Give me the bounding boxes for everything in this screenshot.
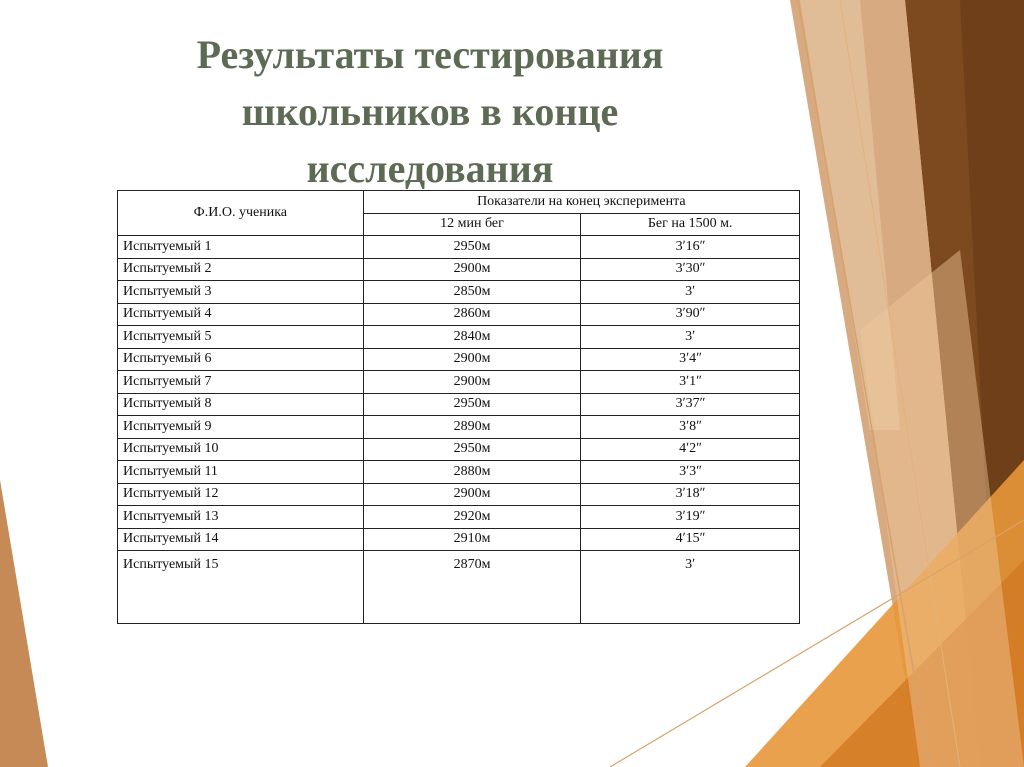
- cell-name: Испытуемый 12: [118, 483, 364, 506]
- cell-run-12min: 2950м: [363, 393, 581, 416]
- cell-name: Испытуемый 1: [118, 236, 364, 259]
- table-body: [118, 236, 800, 624]
- cell-run-1500m: 3ʹ1ʺ: [581, 371, 800, 394]
- cell-name: Испытуемый 8: [118, 393, 364, 416]
- table-row: [118, 551, 800, 624]
- cell-run-12min: 2860м: [363, 303, 581, 326]
- cell-run-12min: 2900м: [363, 371, 581, 394]
- cell-run-1500m: 3ʹ19ʺ: [581, 506, 800, 529]
- header-run-12min: 12 мин бег: [363, 213, 581, 236]
- cell-run-12min: 2850м: [363, 281, 581, 304]
- table-row: [118, 506, 800, 529]
- cell-run-12min: 2870м: [363, 551, 581, 624]
- cell-run-1500m: 3ʹ: [581, 551, 800, 624]
- cell-run-1500m: 3ʹ: [581, 326, 800, 349]
- header-name: Ф.И.О. ученика: [118, 191, 364, 236]
- cell-run-1500m: 4ʹ15ʺ: [581, 528, 800, 551]
- title-line-3: исследования: [306, 146, 554, 191]
- cell-run-1500m: 3ʹ8ʺ: [581, 416, 800, 439]
- results-table: [117, 190, 800, 624]
- header-run-1500m: Бег на 1500 м.: [581, 213, 800, 236]
- title-line-2: школьников в конце: [241, 89, 619, 134]
- table-row: [118, 326, 800, 349]
- cell-name: Испытуемый 5: [118, 326, 364, 349]
- table-row: [118, 371, 800, 394]
- header-group: Показатели на конец эксперимента: [363, 191, 799, 214]
- cell-run-12min: 2880м: [363, 461, 581, 484]
- slide-title: [150, 26, 710, 197]
- cell-run-12min: 2840м: [363, 326, 581, 349]
- cell-run-12min: 2950м: [363, 236, 581, 259]
- table-row: [118, 483, 800, 506]
- cell-name: Испытуемый 10: [118, 438, 364, 461]
- cell-name: Испытуемый 2: [118, 258, 364, 281]
- cell-name: Испытуемый 13: [118, 506, 364, 529]
- table-row: [118, 393, 800, 416]
- table-row: [118, 528, 800, 551]
- cell-run-12min: 2950м: [363, 438, 581, 461]
- cell-run-1500m: 4ʹ2ʺ: [581, 438, 800, 461]
- cell-name: Испытуемый 14: [118, 528, 364, 551]
- cell-run-1500m: 3ʹ4ʺ: [581, 348, 800, 371]
- cell-name: Испытуемый 11: [118, 461, 364, 484]
- cell-name: Испытуемый 7: [118, 371, 364, 394]
- cell-run-1500m: 3ʹ37ʺ: [581, 393, 800, 416]
- table-row: [118, 461, 800, 484]
- title-line-1: Результаты тестирования: [196, 32, 664, 77]
- table-row: [118, 348, 800, 371]
- cell-name: Испытуемый 6: [118, 348, 364, 371]
- table-header: [118, 191, 800, 236]
- table-row: [118, 236, 800, 259]
- table-row: [118, 416, 800, 439]
- cell-name: Испытуемый 4: [118, 303, 364, 326]
- cell-run-1500m: 3ʹ3ʺ: [581, 461, 800, 484]
- cell-run-1500m: 3ʹ30ʺ: [581, 258, 800, 281]
- cell-name: Испытуемый 15: [118, 551, 364, 624]
- cell-run-12min: 2920м: [363, 506, 581, 529]
- table-row: [118, 258, 800, 281]
- cell-run-12min: 2910м: [363, 528, 581, 551]
- cell-run-1500m: 3ʹ16ʺ: [581, 236, 800, 259]
- table-row: [118, 281, 800, 304]
- cell-run-12min: 2890м: [363, 416, 581, 439]
- table-row: [118, 438, 800, 461]
- table-row: [118, 303, 800, 326]
- decor-shape-left: [0, 480, 48, 767]
- cell-run-1500m: 3ʹ18ʺ: [581, 483, 800, 506]
- cell-run-1500m: 3ʹ90ʺ: [581, 303, 800, 326]
- cell-name: Испытуемый 3: [118, 281, 364, 304]
- cell-name: Испытуемый 9: [118, 416, 364, 439]
- cell-run-12min: 2900м: [363, 258, 581, 281]
- cell-run-12min: 2900м: [363, 348, 581, 371]
- cell-run-1500m: 3ʹ: [581, 281, 800, 304]
- cell-run-12min: 2900м: [363, 483, 581, 506]
